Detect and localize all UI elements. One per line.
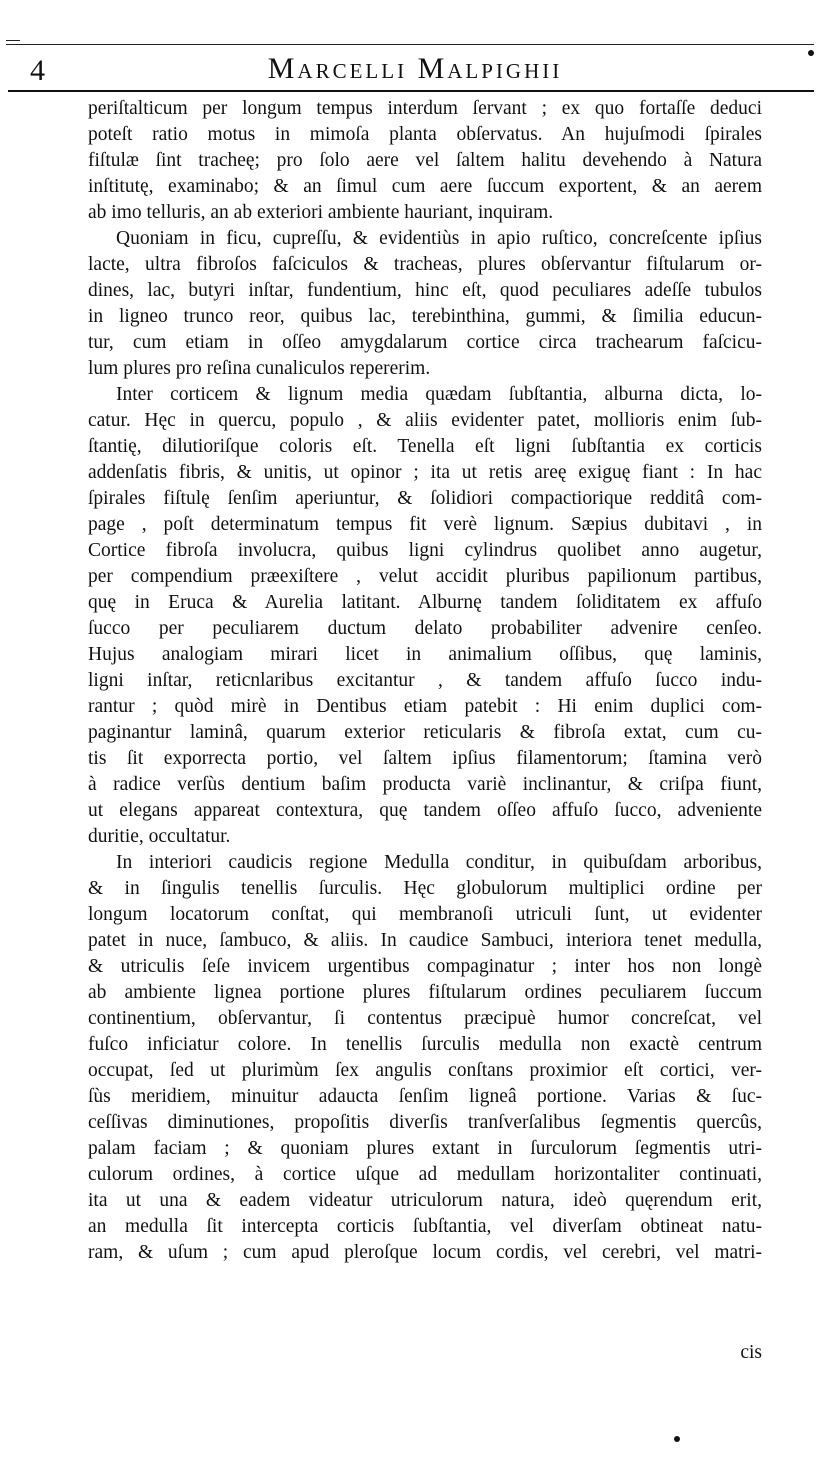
running-head: Marcelli Malpighii	[267, 52, 563, 85]
text-line: an medulla ſit intercepta corticis ſubſtantia, vel diverſam obtineat natu-	[88, 1216, 762, 1237]
page-number: 4	[30, 54, 45, 87]
text-line: ſpirales fiſtulę ſenſim aperiuntur, & ſolidiori compactiorique redditâ com-	[88, 488, 762, 509]
text-line: fiſtulæ ſint tracheę; pro ſolo aere vel ſaltem halitu devehendo à Natura	[88, 150, 762, 171]
text-line: In interiori caudicis regione Medulla conditur, in quibuſdam arboribus,	[116, 852, 762, 873]
text-line: & in ſingulis tenellis ſurculis. Hęc globulorum multiplici ordine per	[88, 878, 762, 899]
header-rule	[8, 90, 814, 92]
text-line: Inter corticem & lignum media quædam ſubſtantia, alburna dicta, lo-	[116, 384, 762, 405]
text-line: & utriculis ſeſe invicem urgentibus compaginatur ; inter hos non longè	[88, 956, 762, 977]
text-line: addenſatis fibris, & unitis, ut opinor ; ita ut retis areę exiguę fiant : In hac	[88, 462, 762, 483]
text-line: longum locatorum conſtat, qui membranoſi utriculi ſunt, ut evidenter	[88, 904, 762, 925]
text-line: ita ut una & eadem videatur utriculorum natura, ideò quęrendum erit,	[88, 1190, 762, 1211]
text-line: continentium, obſervantur, ſi contentus præcipuè humor concreſcat, vel	[88, 1008, 762, 1029]
text-line: periſtalticum per longum tempus interdum ſervant ; ex quo fortaſſe deduci	[88, 98, 762, 119]
text-line: per compendium præexiſtere , velut accidit pluribus papilionum partibus,	[88, 566, 762, 587]
text-line: ſùs meridiem, minuitur adaucta ſenſim ligneâ portione. Varias & ſuc-	[88, 1086, 762, 1107]
top-rule	[6, 44, 814, 45]
text-line: quę in Eruca & Aurelia latitant. Alburnę tandem ſoliditatem ex affuſo	[88, 592, 762, 613]
top-edge-mark	[6, 40, 20, 41]
text-line: lacte, ultra fibroſos faſciculos & tracheas, plures obſervantur fiſtularum or-	[88, 254, 762, 275]
text-line: poteſt ratio motus in mimoſa planta obſervatus. An hujuſmodi ſpirales	[88, 124, 762, 145]
text-line: ceſſivas diminutiones, propoſitis diverſis tranſverſalibus ſegmentis quercûs,	[88, 1112, 762, 1133]
text-line: ut elegans appareat contextura, quę tandem oſſeo affuſo ſucco, adveniente	[88, 800, 762, 821]
text-line: duritie, occultatur.	[88, 826, 231, 847]
text-line: rantur ; quòd mirè in Dentibus etiam patebit : Hi enim duplici com-	[88, 696, 762, 717]
text-line: Cortice fibroſa involucra, quibus ligni cylindrus quolibet anno augetur,	[88, 540, 762, 561]
text-line: ligni inſtar, reticnlaribus excitantur , & tandem affuſo ſucco indu-	[88, 670, 762, 691]
text-line: palam faciam ; & quoniam plures extant in ſurculorum ſegmentis utri-	[88, 1138, 762, 1159]
text-line: ab imo telluris, an ab exteriori ambiente hauriant, inquiram.	[88, 202, 554, 223]
text-line: paginantur laminâ, quarum exterior reticularis & fibroſa extat, cum cu-	[88, 722, 762, 743]
page-header	[0, 50, 830, 90]
text-line: tur, cum etiam in oſſeo amygdalarum cortice circa trachearum faſcicu-	[88, 332, 762, 353]
text-line: culorum ordines, à cortice uſque ad medullam horizontaliter continuati,	[88, 1164, 762, 1185]
text-line: in ligneo trunco reor, quibus lac, terebinthina, gummi, & ſimilia educun-	[88, 306, 762, 327]
text-line: dines, lac, butyri inſtar, fundentium, hinc eſt, quod peculiares adeſſe tubulos	[88, 280, 762, 301]
text-line: à radice verſùs dentium baſim producta variè inclinantur, & criſpa fiunt,	[88, 774, 762, 795]
text-line: occupat, ſed ut plurimùm ſex angulis conſtans proximior eſt cortici, ver-	[88, 1060, 762, 1081]
text-line: page , poſt determinatum tempus fit verè lignum. Sæpius dubitavi , in	[88, 514, 762, 535]
text-line: fuſco inficiatur colore. In tenellis ſurculis medulla non exactè centrum	[88, 1034, 762, 1055]
text-line: ram, & uſum ; cum apud pleroſque locum cordis, vel cerebri, vel matri-	[88, 1242, 762, 1263]
text-line: Quoniam in ficu, cupreſſu, & evidentiùs in apio ruſtico, concreſcente ipſius	[116, 228, 762, 249]
text-line: patet in nuce, ſambuco, & aliis. In caudice Sambuci, interiora tenet medulla,	[88, 930, 762, 951]
text-line: tis ſit exporrecta portio, vel ſaltem ipſius filamentorum; ſtamina verò	[88, 748, 762, 769]
text-line: inſtitutę, examinabo; & an ſimul cum aere ſuccum exportent, & an aerem	[88, 176, 762, 197]
catchword: cis	[740, 1342, 762, 1363]
text-line: ab ambiente lignea portione plures fiſtularum ordines peculiarem ſuccum	[88, 982, 762, 1003]
ink-speck-top-right	[808, 50, 814, 56]
body-text	[88, 96, 762, 1266]
text-line: ſtantię, dilutioriſque coloris eſt. Tenella eſt ligni ſubſtantia ex corticis	[88, 436, 762, 457]
text-line: lum plures pro reſina cunaliculos repererim.	[88, 358, 431, 379]
text-line: Hujus analogiam mirari licet in animalium oſſibus, quę laminis,	[88, 644, 762, 665]
text-line: catur. Hęc in quercu, populo , & aliis evidenter patet, mollioris enim ſub-	[88, 410, 762, 431]
text-line: ſucco per peculiarem ductum delato probabiliter advenire cenſeo.	[88, 618, 762, 639]
ink-speck-bottom	[674, 1436, 680, 1442]
